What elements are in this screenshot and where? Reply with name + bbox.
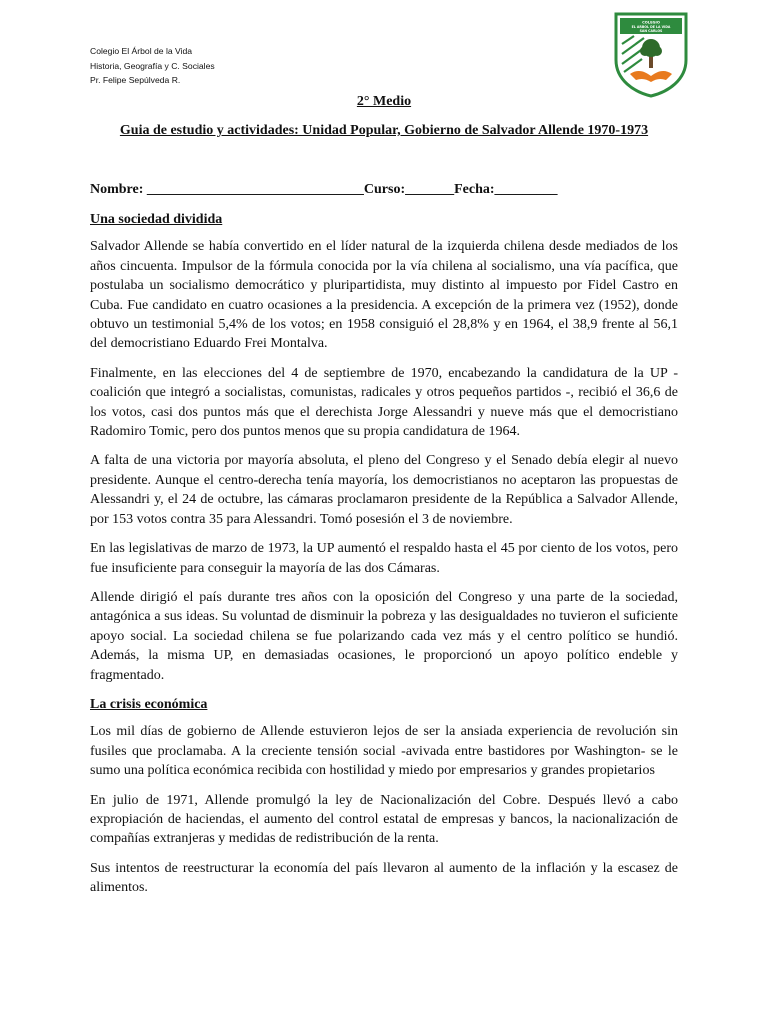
student-form-line: Nombre: _______________________________Curso:_______Fecha:_________ (90, 182, 558, 197)
school-header (90, 44, 215, 88)
paragraph: Los mil días de gobierno de Allende estuvieron lejos de ser la ansiada experiencia de revolución sin fusiles que proclamaba. A la creciente tensión social -avivada entre bastidores por Washington- se le sumo una política económica recibida con hostilidad y miedo por empresarios y grandes propietarios (90, 724, 678, 779)
logo-text-2: EL ARBOL DE LA VIDA (631, 25, 671, 29)
paragraph: Sus intentos de reestructurar la economía del país llevaron al aumento de la inflación y la escasez de alimentos. (90, 860, 678, 896)
shield-emblem-icon (612, 10, 690, 98)
paragraph: En las legislativas de marzo de 1973, la UP aumentó el respaldo hasta el 45 por ciento de los votos, pero fue insuficiente para conseguir la mayoría de las dos Cámaras. (90, 541, 678, 576)
section-heading: Una sociedad dividida (90, 212, 223, 227)
paragraph: Allende dirigió el país durante tres años con la oposición del Congreso y una parte de la sociedad, antagónica a sus ideas. Su voluntad de disminuir la pobreza y las desigualdades no tuvieron el suficiente apoyo social. La sociedad chilena se fue polarizando cada vez más y el centro político se hundió. Además, la misma UP, en demasiadas ocasiones, le proporcionó un apoyo político endeble y fragmentado. (90, 589, 678, 683)
paragraph: En julio de 1971, Allende promulgó la ley de Nacionalización del Cobre. Después llevó a cabo expropiación de haciendas, el aumento del control estatal de empresas y bancos, la nacionalización de compañías extranjeras y medidas de redistribución de la renta. (90, 792, 678, 847)
logo-text-1: COLEGIO (642, 20, 660, 25)
subject-name: Historia, Geografía y C. Sociales (90, 60, 215, 71)
school-logo (612, 10, 690, 98)
document-body (90, 210, 678, 908)
paragraph: Salvador Allende se había convertido en el líder natural de la izquierda chilena desde mediados de los años cincuenta. Impulsor de la fórmula conocida por la vía chilena al socialismo, una vía pacífica, que postulaba un socialismo democrático y pluripartidista, muy distinto al impuesto por Fidel Castro en Cuba. Fue candidato en cuatro ocasiones a la presidencia. A excepción de la primera vez (1952), donde obtuvo un testimonial 5,4% de los votos; en 1958 consiguió el 28,8% y en 1964, el 38,9 frente al 56,1 del democristiano Eduardo Frei Montalva. (90, 239, 678, 352)
logo-text-3: SAN CARLOS (639, 29, 663, 34)
grade-heading: 2° Medio (356, 94, 412, 109)
teacher-name: Pr. Felipe Sepúlveda R. (90, 75, 181, 85)
school-name: Colegio El Árbol de la Vida (90, 46, 193, 56)
document-title: Guia de estudio y actividades: Unidad Popular, Gobierno de Salvador Allende 1970-1973 (119, 123, 649, 138)
paragraph: Finalmente, en las elecciones del 4 de septiembre de 1970, encabezando la candidatura de la UP - coalición que integró a socialistas, comunistas, radicales y otros pequeños partidos -, recibió el 36,6 de los votos, casi dos puntos más que el derechista Jorge Alessandri y nueve más que el democristiano Radomiro Tomic, pero dos puntos menos que su propia candidatura de 1964. (90, 365, 678, 440)
section-crisis-economica (90, 695, 678, 898)
section-sociedad-dividida (90, 210, 678, 685)
section-heading: La crisis económica (90, 696, 208, 712)
paragraph: A falta de una victoria por mayoría absoluta, el pleno del Congreso y el Senado debía elegir al nuevo presidente. Aunque el centro-derecha tenía mayoría, los democristianos no aceptaron las propuestas de Alessandri y, el 24 de octubre, las cámaras proclamaron presidente de la República a Salvador Allende, por 153 votos contra 35 para Alessandri. Tomó posesión el 3 de noviembre. (90, 453, 678, 527)
